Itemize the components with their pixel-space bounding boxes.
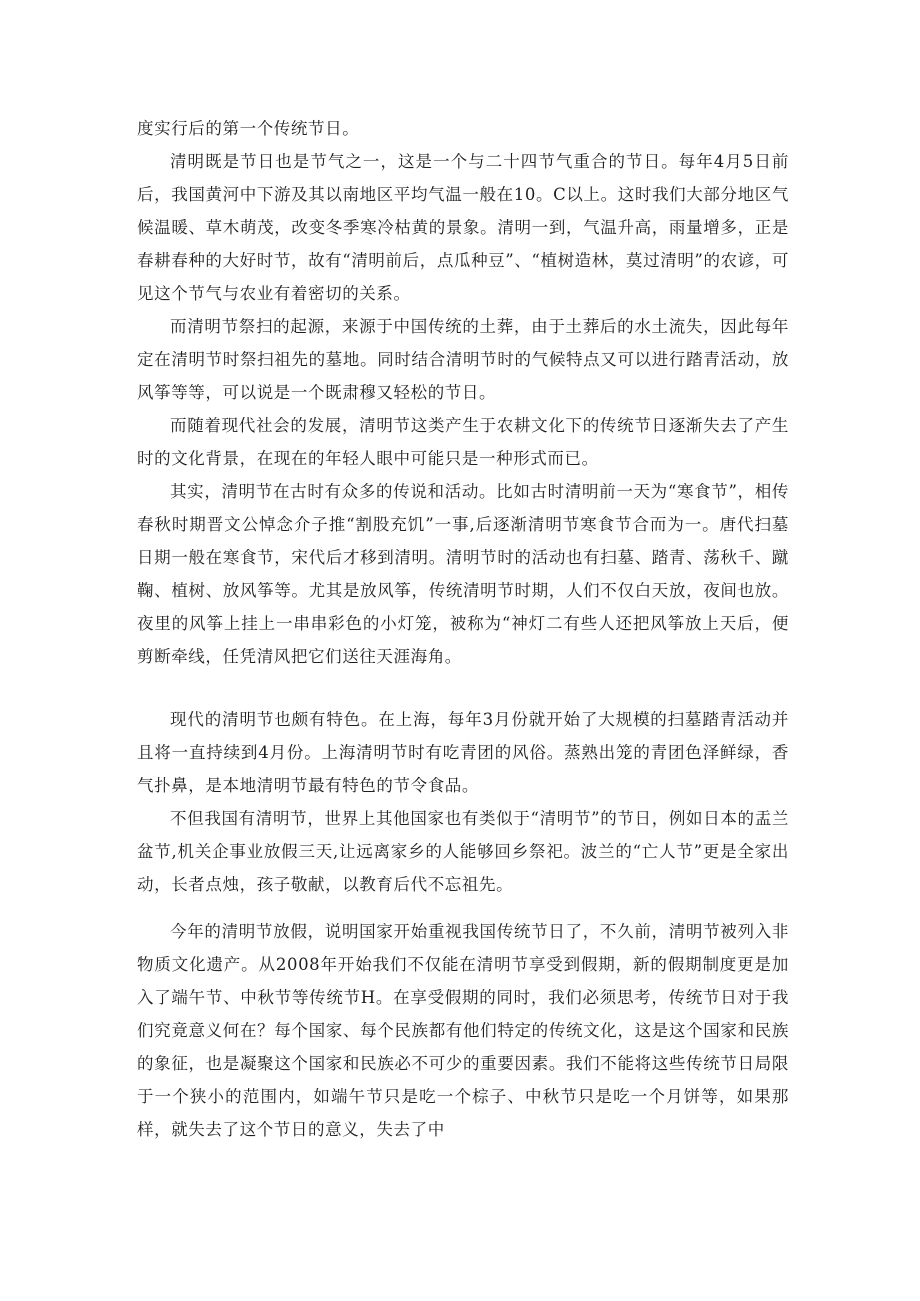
paragraph-spacer xyxy=(137,901,789,915)
paragraph-holiday-significance: 今年的清明节放假，说明国家开始重视我国传统节日了，不久前，清明节被列入非物质文化遗产。从2008年开始我们不仅能在清明节享受到假期，新的假期制度更是加入了端午节、中秋节等传统节H。在享受假期的同时，我们必须思考，传统节日对于我们究竟意义何在？每个国家、每个民族都有他们特定的传统文化，这是这个国家和民族的象征，也是凝聚这个国家和民族必不可少的重要因素。我们不能将这些传统节日局限于一个狭小的范围内，如端午节只是吃一个棕子、中秋节只是吃一个月饼等，如果那样，就失去了这个节日的意义，失去了中 xyxy=(137,922,789,1139)
paragraph-continued: 度实行后的第一个传统节日。 xyxy=(137,119,360,138)
paragraph-modern-shanghai: 现代的清明节也颇有特色。在上海，每年3月份就开始了大规模的扫墓踏青活动并且将一直持续到4月份。上海清明节时有吃青团的风俗。蒸熟出笼的青团色泽鲜绿，香气扑鼻，是本地清明节最有特色的节令食品。 xyxy=(137,710,789,795)
paragraph-other-countries: 不但我国有清明节，世界上其他国家也有类似于“清明节”的节日，例如日本的盂兰盆节,机关企事业放假三天,让远离家乡的人能够回乡祭祀。波兰的“亡人节”更是全家出动，长者点烛，孩子敬献，以教育后代不忘祖先。 xyxy=(137,809,789,894)
paragraph-tomb-sweeping-origin: 而清明节祭扫的起源，来源于中国传统的土葬，由于土葬后的水土流失，因此每年定在清明节时祭扫祖先的墓地。同时结合清明节时的气候特点又可以进行踏青活动，放风筝等等，可以说是一个既肃穆又轻松的节日。 xyxy=(137,317,789,402)
paragraph-qingming-solar-term: 清明既是节日也是节气之一，这是一个与二十四节气重合的节日。每年4月5日前后，我国黄河中下游及其以南地区平均气温一般在10。C以上。这时我们大部分地区气候温暖、草木萌茂，改变冬季寒冷枯黄的景象。清明一到，气温升高，雨量增多，正是春耕春种的大好时节，故有“清明前后，点瓜种豆”、“植树造林，莫过清明”的农谚，可见这个节气与农业有着密切的关系。 xyxy=(137,152,789,303)
document-page xyxy=(137,112,789,1146)
paragraph-spacer xyxy=(137,673,789,703)
paragraph-ancient-customs: 其实，清明节在古时有众多的传说和活动。比如古时清明前一天为“寒食节”，相传春秋时期晋文公悼念介子推“割股充饥”一事,后逐渐清明节寒食节合而为一。唐代扫墓日期一般在寒食节，宋代后才移到清明。清明节时的活动也有扫墓、踏青、荡秋千、蹴鞠、植树、放风筝等。尤其是放风筝，传统清明节时期，人们不仅白天放，夜间也放。夜里的风筝上挂上一串串彩色的小灯笼，被称为“神灯二有些人还把风筝放上天后，便剪断牵线，任凭清风把它们送往天涯海角。 xyxy=(137,482,789,666)
paragraph-modern-society: 而随着现代社会的发展，清明节这类产生于农耕文化下的传统节日逐渐失去了产生时的文化背景，在现在的年轻人眼中可能只是一种形式而已。 xyxy=(137,416,789,468)
